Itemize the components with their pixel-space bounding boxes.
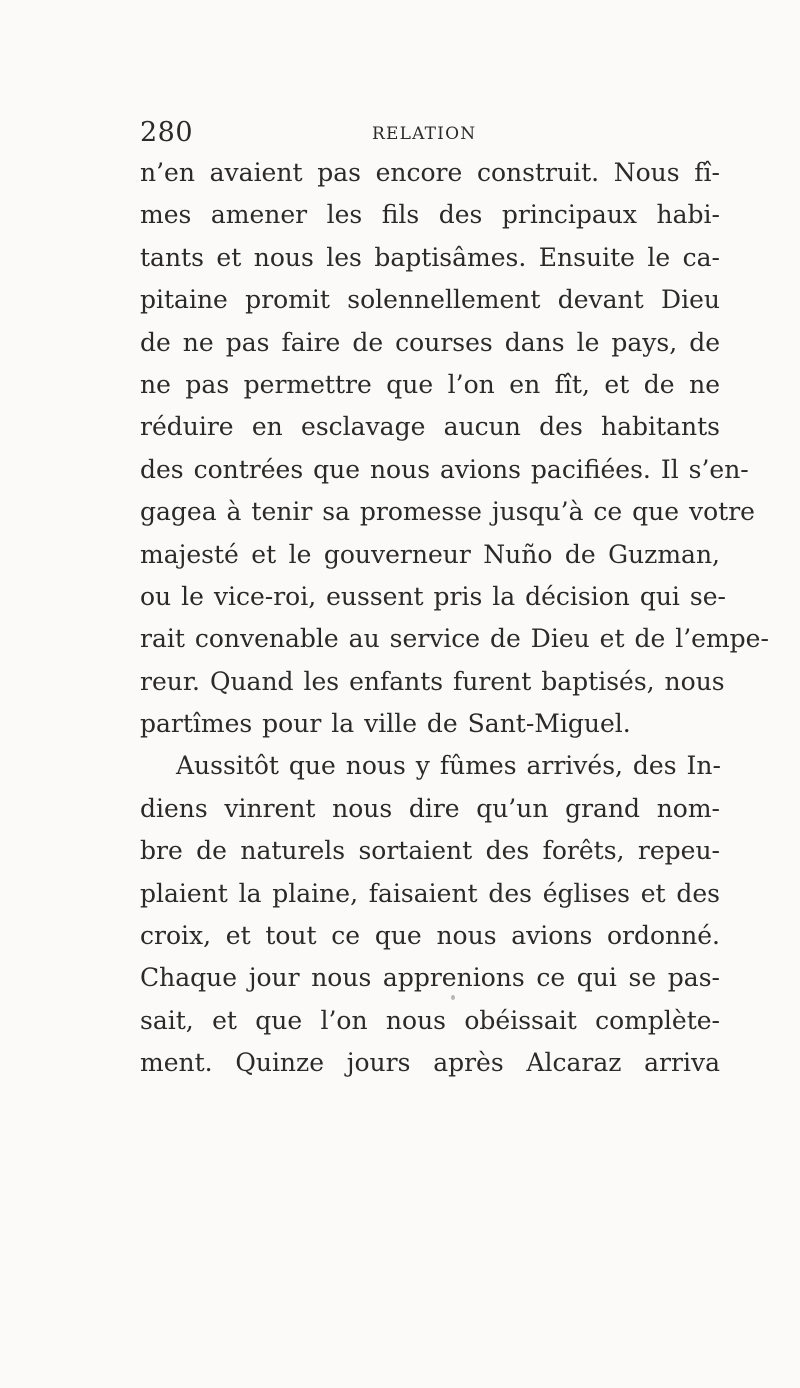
text-line: rait convenable au service de Dieu et de l’empe- — [140, 624, 769, 654]
text-line: réduire en esclavage aucun des habitants — [140, 412, 720, 442]
text-line: pitaine promit solennellement devant Dieu — [140, 285, 720, 315]
text-line: Aussitôt que nous y fûmes arrivés, des In- — [176, 751, 721, 781]
text-line: ou le vice-roi, eussent pris la décision qui se- — [140, 581, 726, 611]
text-line: mes amener les fils des principaux habi- — [140, 200, 720, 230]
text-line: bre de naturels sortaient des forêts, repeu- — [140, 836, 720, 866]
text-line: des contrées que nous avions pacifiées. Il s’en- — [140, 454, 749, 484]
text-line: n’en avaient pas encore construit. Nous fî- — [140, 158, 720, 187]
text-line: plaient la plaine, faisaient des églises et des — [140, 878, 720, 908]
text-line: majesté et le gouverneur Nuño de Guzman, — [140, 539, 720, 569]
text-line: de ne pas faire de courses dans le pays, de — [140, 327, 720, 357]
text-line: gagea à tenir sa promesse jusqu’à ce que votre — [140, 497, 755, 527]
text-line: partîmes pour la ville de Sant-Miguel. — [140, 709, 631, 739]
text-line: diens vinrent nous dire qu’un grand nom- — [140, 793, 720, 823]
text-line: ne pas permettre que l’on en fît, et de ne — [140, 369, 720, 399]
body-text — [140, 152, 769, 1085]
running-head: RELATION — [372, 124, 477, 144]
text-line: ment. Quinze jours après Alcaraz arriva — [140, 1048, 720, 1078]
paper-speck — [451, 995, 455, 1000]
text-line: reur. Quand les enfants furent baptisés, nous — [140, 666, 725, 696]
text-line: sait, et que l’on nous obéissait complète- — [140, 1005, 720, 1035]
text-line: croix, et tout ce que nous avions ordonné. — [140, 921, 720, 951]
page-number: 280 — [140, 117, 194, 148]
text-line: tants et nous les baptisâmes. Ensuite le ca- — [140, 242, 720, 272]
text-line: Chaque jour nous apprenions ce qui se pas- — [140, 963, 720, 993]
